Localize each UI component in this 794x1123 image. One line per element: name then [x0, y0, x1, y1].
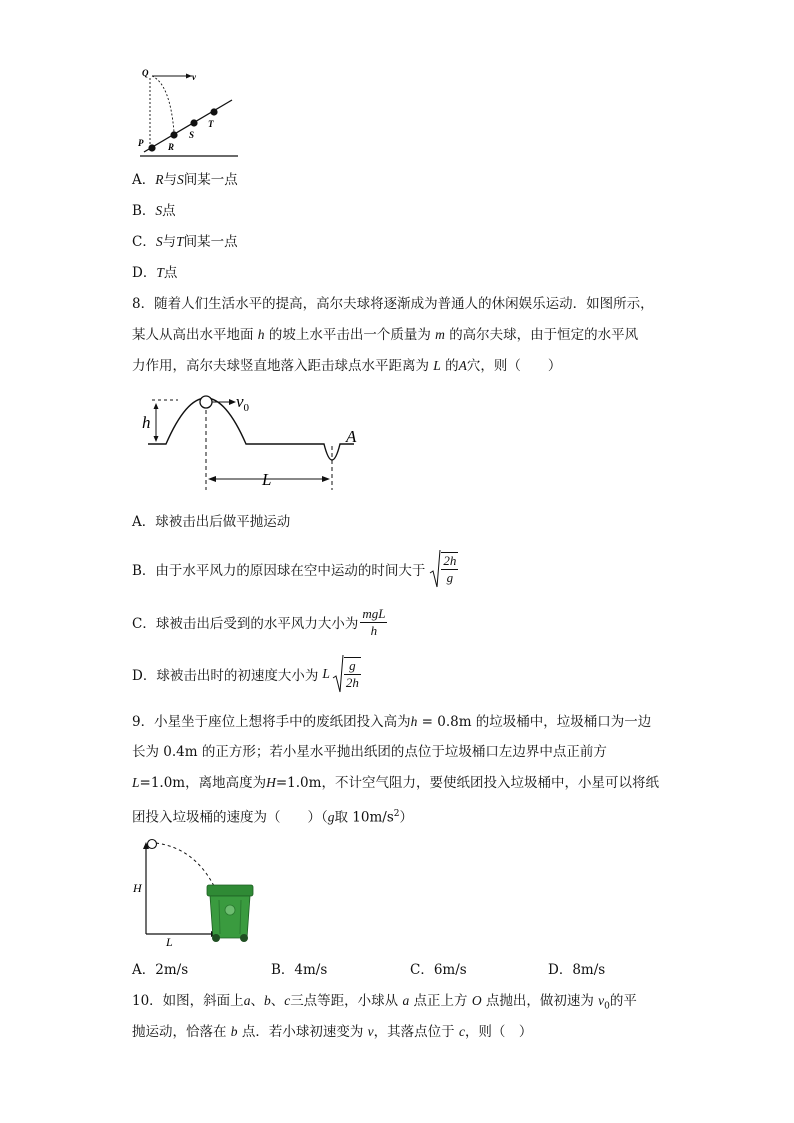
point-p: [148, 144, 155, 151]
label-t: T: [208, 119, 214, 129]
q10-stem-line2: 抛运动，恰落在 b 点．若小球初速变为 v，其落点位于 c，则（ ）: [132, 1024, 533, 1040]
label-h: h: [142, 413, 151, 432]
q8-option-a: A．球被击出后做平抛运动: [132, 514, 291, 530]
label-h-height: H: [133, 881, 142, 895]
q9-stem-line2: 长为 0.4m 的正方形；若小星水平抛出纸团的点位于垃圾桶口左边界中点正前方: [132, 744, 607, 760]
q7-option-c: C．S与T间某一点: [132, 234, 238, 250]
trash-bin: [207, 885, 253, 942]
q8-option-b: B．由于水平风力的原因球在空中运动的时间大于 $\frac{2h}{g}$: [132, 547, 458, 591]
label-a: A: [346, 427, 357, 446]
q9-stem-line1: 9．小星坐于座位上想将手中的废纸团投入高为h = 0.8m 的垃圾桶中，垃圾桶口为一边: [132, 714, 652, 730]
trash-bin-figure-q9: [128, 834, 258, 946]
incline-figure-q7: [132, 64, 242, 160]
q10-stem-line1: 10．如图，斜面上a、b、c三点等距，小球从 a 点正上方 O 点抛出，做初速为 $v_0$的平: [132, 993, 637, 1012]
q8-option-c: C．球被击出后受到的水平风力大小为 $\frac{\text{mgL}}{h}$: [132, 605, 386, 638]
point-s: [190, 119, 197, 126]
q8-stem-line1: 8．随着人们生活水平的提高，高尔夫球将逐渐成为普通人的休闲娱乐运动．如图所示，: [132, 296, 654, 312]
q9-option-d: D．8m/s: [548, 962, 606, 978]
label-l: L: [262, 470, 272, 489]
q9-option-b: B．4m/s: [271, 962, 328, 978]
q8-option-d: D．球被击出时的初速度大小为 L $\frac{g}{2h}$: [132, 652, 361, 696]
label-q: Q: [142, 68, 149, 78]
label-v: v: [192, 72, 196, 82]
label-l-distance: L: [166, 935, 173, 946]
q9-option-a: A．2m/s: [132, 962, 189, 978]
q8-stem-line3: 力作用，高尔夫球竖直地落入距击球点水平距离为 L 的A穴，则（ ）: [132, 358, 562, 374]
label-s: S: [189, 130, 195, 140]
golf-ball: [200, 396, 212, 408]
label-r: R: [168, 142, 175, 152]
point-r: [170, 131, 177, 138]
golf-hill-figure-q8: [138, 390, 374, 494]
q9-stem-line3: L=1.0m，离地高度为H=1.0m，不计空气阻力，要使纸团投入垃圾桶中，小星可以将纸: [132, 775, 659, 791]
q7-option-d: D．T点: [132, 265, 178, 281]
q9-stem-line4: 团投入垃圾桶的速度为（ ）（g取 $10m/s^2$）: [132, 809, 413, 826]
label-v0: $v_0$: [236, 392, 250, 414]
q9-option-c: C．6m/s: [410, 962, 467, 978]
point-t: [210, 108, 217, 115]
q8-stem-line2: 某人从高出水平地面 h 的坡上水平击出一个质量为 m 的高尔夫球，由于恒定的水平风: [132, 327, 639, 343]
q7-option-a: A．R与S间某一点: [132, 172, 238, 188]
q7-option-b: B．S点: [132, 203, 176, 219]
paper-ball: [148, 840, 157, 849]
label-p: P: [138, 138, 144, 148]
